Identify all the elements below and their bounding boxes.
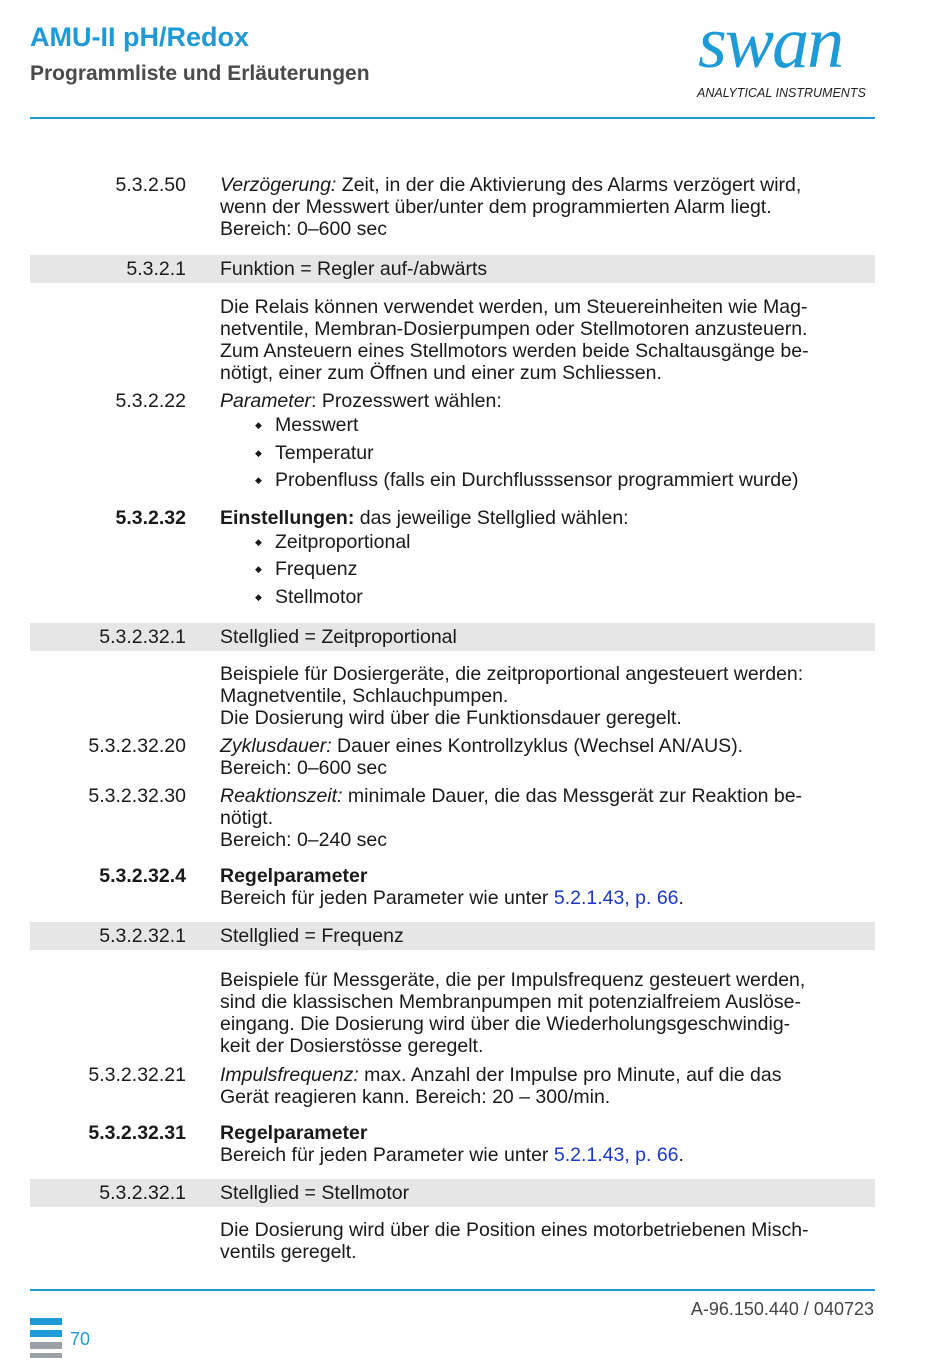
entry-einstellungen: [30, 507, 875, 612]
entry-desc: Bereich für jeden Parameter wie unter: [220, 887, 554, 909]
bullet-item: ◆ Frequenz: [220, 556, 875, 584]
paragraph-line: Die Relais können verwendet werden, um Steuereinheiten wie Mag-: [220, 296, 808, 318]
entry-number: 5.3.2.50: [115, 174, 186, 196]
document-reference: A-96.150.440 / 040723: [690, 1299, 874, 1319]
entry-term: Einstellungen:: [220, 506, 355, 529]
entry-line: wenn der Messwert über/unter dem programmierten Alarm liegt.: [220, 196, 772, 218]
paragraph-line: eingang. Die Dosierung wird über die Wiederholungsgeschwindig-: [220, 1013, 791, 1035]
paragraph-zeitproportional: [30, 663, 875, 729]
entry-term: Regelparameter: [220, 1122, 368, 1144]
bullet-item: ◆ Messwert: [220, 412, 875, 440]
entry-number: 5.3.2.32.30: [88, 785, 186, 807]
paragraph-line: keit der Dosierstösse geregelt.: [220, 1035, 484, 1057]
entry-text: [220, 1064, 875, 1108]
entry-text: [220, 507, 875, 612]
entry-parameter: [30, 390, 875, 495]
section-number: 5.3.2.1: [126, 258, 186, 280]
entry-number: 5.3.2.32.20: [88, 735, 186, 757]
header-divider: [30, 117, 875, 119]
entry-desc: : Prozesswert wählen:: [311, 390, 502, 412]
entry-term: Regelparameter: [220, 865, 368, 887]
paragraph-line: nötigt, einer zum Öffnen und einer zum Schliessen.: [220, 362, 662, 384]
section-frequenz: [30, 922, 875, 950]
entry-reaktionszeit: [30, 785, 875, 851]
entry-desc: das jeweilige Stellglied wählen:: [354, 506, 629, 529]
section-number: 5.3.2.32.1: [99, 626, 186, 648]
entry-text: [220, 735, 875, 779]
entry-desc: max. Anzahl der Impulse pro Minute, auf die das: [358, 1064, 782, 1086]
entry-range: Bereich: 0–240 sec: [220, 829, 387, 851]
cross-reference-link[interactable]: 5.2.1.43, p. 66: [553, 887, 679, 909]
section-zeitproportional: [30, 623, 875, 651]
entry-regelparameter-frequenz: [30, 1122, 875, 1166]
paragraph-line: sind die klassischen Membranpumpen mit potenzialfreiem Auslöse-: [220, 991, 801, 1013]
entry-desc: Dauer eines Kontrollzyklus (Wechsel AN/AUS).: [331, 735, 744, 757]
footer-divider: [30, 1289, 875, 1291]
paragraph-line: Die Dosierung wird über die Funktionsdauer geregelt.: [220, 707, 682, 729]
paragraph-text: [220, 663, 875, 729]
entry-text: Regelparameter Bereich für jeden Parameter wie unter 5.2.1.43, p. 66.: [220, 1122, 684, 1166]
paragraph-stellmotor: [30, 1219, 875, 1263]
entry-text: [220, 174, 875, 240]
entry-verzoegerung: [30, 174, 875, 240]
paragraph-line: Zum Ansteuern eines Stellmotors werden beide Schaltausgänge be-: [220, 340, 809, 362]
swan-logo: [694, 2, 880, 102]
entry-range: Bereich: 0–600 sec: [220, 757, 387, 779]
paragraph-line: Beispiele für Messgeräte, die per Impulsfrequenz gesteuert werden,: [220, 969, 806, 991]
document-subtitle: Programmliste und Erläuterungen: [30, 62, 370, 85]
entry-desc: minimale Dauer, die das Messgerät zur Reaktion be-: [342, 785, 803, 807]
entry-text: [220, 390, 875, 495]
bullet-item: ◆ Stellmotor: [220, 584, 875, 612]
paragraph-line: Beispiele für Dosiergeräte, die zeitproportional angesteuert werden:: [220, 663, 804, 685]
entry-number: 5.3.2.32.31: [88, 1122, 186, 1144]
section-number: 5.3.2.32.1: [99, 1182, 186, 1204]
entry-term: Parameter: [220, 390, 312, 412]
bullet-item: ◆ Temperatur: [220, 440, 875, 468]
bullet-list: [220, 412, 875, 495]
section-number: 5.3.2.32.1: [99, 925, 186, 947]
entry-text: Regelparameter Bereich für jeden Parameter wie unter 5.2.1.43, p. 66.: [220, 865, 684, 909]
entry-regelparameter: [30, 865, 875, 909]
entry-text: [220, 785, 875, 851]
entry-range: Gerät reagieren kann. Bereich: 20 – 300/min.: [220, 1086, 611, 1108]
entry-number: 5.3.2.32.21: [88, 1064, 186, 1086]
bullet-list: [220, 529, 875, 612]
section-regler: [30, 255, 875, 283]
logo-wordmark: swan: [698, 2, 843, 84]
paragraph-text: [220, 1219, 875, 1263]
entry-range: Bereich: 0–600 sec: [220, 218, 387, 240]
page-marker-icon: [30, 1318, 62, 1358]
paragraph-text: [220, 296, 875, 384]
entry-number: 5.3.2.22: [115, 390, 186, 412]
paragraph-text: [220, 969, 875, 1057]
section-stellmotor: [30, 1179, 875, 1207]
paragraph-line: Magnetventile, Schlauchpumpen.: [220, 685, 509, 707]
entry-desc: Bereich für jeden Parameter wie unter: [220, 1144, 554, 1166]
paragraph-frequenz: [30, 969, 875, 1057]
entry-term: Verzögerung:: [220, 174, 337, 196]
entry-number: 5.3.2.32.4: [99, 865, 186, 887]
bullet-item: ◆ Probenfluss (falls ein Durchflusssensor programmiert wurde): [220, 467, 875, 495]
section-title: Funktion = Regler auf-/abwärts: [220, 258, 488, 280]
entry-term: Impulsfrequenz:: [220, 1064, 359, 1086]
section-title: Stellglied = Zeitproportional: [220, 626, 457, 648]
paragraph-line: ventils geregelt.: [220, 1241, 357, 1263]
document-title: AMU-II pH/Redox: [30, 22, 249, 52]
entry-term: Zyklusdauer:: [220, 735, 332, 757]
section-title: Stellglied = Stellmotor: [220, 1182, 410, 1204]
bullet-item: ◆ Zeitproportional: [220, 529, 875, 557]
program-list: [30, 174, 875, 1263]
entry-term: Reaktionszeit:: [220, 785, 343, 807]
section-title: Stellglied = Frequenz: [220, 925, 404, 947]
entry-line: nötigt.: [220, 807, 274, 829]
paragraph-line: netventile, Membran-Dosierpumpen oder Stellmotoren anzusteuern.: [220, 318, 808, 340]
logo-tagline: ANALYTICAL INSTRUMENTS: [697, 86, 866, 100]
entry-desc: Zeit, in der die Aktivierung des Alarms verzögert wird,: [336, 174, 802, 196]
entry-number: 5.3.2.32: [115, 506, 186, 529]
cross-reference-link[interactable]: 5.2.1.43, p. 66: [553, 1144, 679, 1166]
entry-zyklusdauer: [30, 735, 875, 779]
page-number: 70: [70, 1329, 91, 1349]
paragraph-relais: [30, 296, 875, 384]
entry-impulsfrequenz: [30, 1064, 875, 1108]
paragraph-line: Die Dosierung wird über die Position eines motorbetriebenen Misch-: [220, 1219, 809, 1241]
